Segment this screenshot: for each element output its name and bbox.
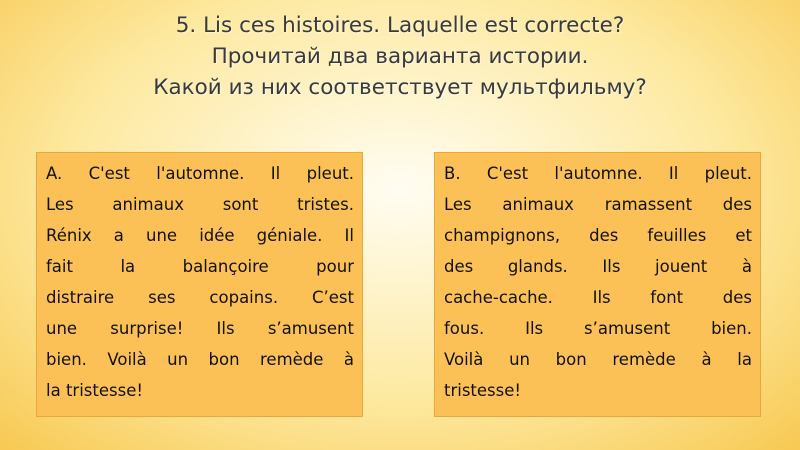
story-a-line: la tristesse!	[46, 381, 143, 400]
story-a-line: une surprise! Ils s’amusent	[46, 319, 354, 338]
story-a-line: Rénix a une idée géniale. Il	[46, 226, 354, 245]
story-a-box	[36, 152, 363, 417]
title-line-2: Прочитай два варианта истории.	[211, 44, 589, 69]
story-b-line: des glands. Ils jouent à	[444, 257, 752, 276]
story-b-line: fous. Ils s’amusent bien.	[444, 319, 752, 338]
title-line-1: 5. Lis ces histoires. Laquelle est correcte?	[175, 13, 625, 38]
story-b-line: Les animaux ramassent des	[444, 195, 752, 214]
story-a-line: bien. Voilà un bon remède à	[46, 350, 354, 369]
story-b-line: champignons, des feuilles et	[444, 226, 752, 245]
story-a-line: fait la balançoire pour	[46, 257, 354, 276]
slide-title	[0, 10, 800, 103]
story-a-line: Les animaux sont tristes.	[46, 195, 354, 214]
story-b-line: tristesse!	[444, 381, 522, 400]
story-a-line: distraire ses copains. C’est	[46, 288, 354, 307]
story-b-line: B. C'est l'automne. Il pleut.	[444, 164, 752, 183]
story-b-box	[434, 152, 761, 417]
story-b-line: cache-cache. Ils font des	[444, 288, 752, 307]
title-line-3: Какой из них соответствует мультфильму?	[153, 75, 647, 100]
story-b-line: Voilà un bon remède à la	[444, 350, 752, 369]
story-a-line: A. C'est l'automne. Il pleut.	[46, 164, 354, 183]
